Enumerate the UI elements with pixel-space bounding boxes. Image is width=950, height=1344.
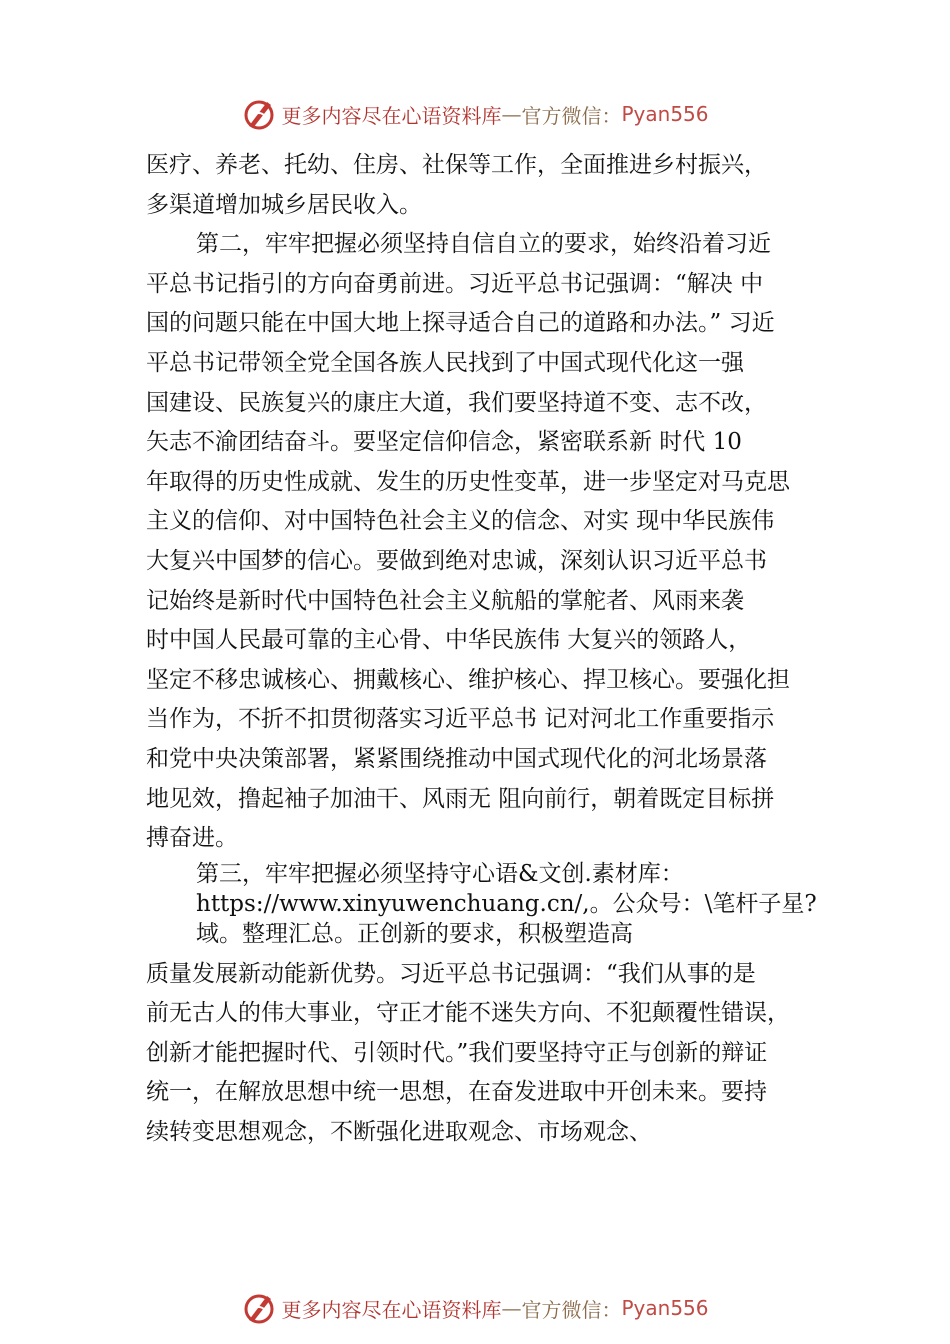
footer-watermark — [0, 1290, 950, 1326]
footer-wechat-label: 官方微信： — [521, 1297, 622, 1322]
text-line: 国的问题只能在中国大地上探寻适合自己的道路和办法。” 习近 — [146, 310, 775, 337]
text-line: 统一，在解放思想中统一思想，在奋发进取中开创未来。要持 — [146, 1079, 767, 1106]
text-line: 多渠道增加城乡居民收入。 — [146, 191, 422, 218]
paragraph-start-line: 第二，牢牢把握必须坚持自信自立的要求，始终沿着习近 — [196, 231, 771, 258]
text-line: 主义的信仰、对中国特色社会主义的信念、对实 现中华民族伟 — [146, 508, 775, 535]
text-line: 医疗、养老、托幼、住房、社保等工作，全面推进乡村振兴， — [146, 152, 767, 178]
text-line: 大复兴中国梦的信心。要做到绝对忠诚，深刻认识习近平总书 — [146, 547, 767, 574]
text-line: 前无古人的伟大事业，守正才能不迷失方向、不犯颠覆性错误， — [146, 1000, 790, 1027]
text-line: 创新才能把握时代、引领时代。”我们要坚持守正与创新的辩证 — [146, 1039, 768, 1066]
url-line: https://www.xinyuwenchuang.cn/,。公众号：\笔杆子星? — [196, 890, 817, 917]
text-line: 国建设、民族复兴的康庄大道，我们要坚持道不变、志不改， — [146, 389, 767, 416]
text-line: 当作为，不折不扣贯彻落实习近平总书 记对河北工作重要指示 — [146, 706, 775, 733]
text-line: 搏奋进。 — [146, 825, 238, 852]
header-watermark — [0, 96, 950, 132]
pen-logo-icon — [241, 96, 277, 132]
text-line: 年取得的历史性成就、发生的历史性变革，进一步坚定对马克思 — [146, 468, 790, 495]
text-line: 域。整理汇总。正创新的要求，积极塑造高 — [196, 920, 633, 947]
header-wechat-id: Pyan556 — [621, 102, 709, 126]
header-dash: — — [501, 102, 522, 126]
footer-wechat-id: Pyan556 — [621, 1296, 709, 1320]
text-line: 矢志不渝团结奋斗。要坚定信仰信念，紧密联系新 时代 10 — [146, 429, 742, 456]
header-main-text: 更多内容尽在心语资料库 — [281, 103, 502, 128]
text-line: 平总书记指引的方向奋勇前进。习近平总书记强调：“解决 中 — [146, 270, 764, 297]
text-line: 和党中央决策部署，紧紧围绕推动中国式现代化的河北场景落 — [146, 745, 767, 772]
text-line: 时中国人民最可靠的主心骨、中华民族伟 大复兴的领路人， — [146, 627, 752, 654]
paragraph-start-line: 第三，牢牢把握必须坚持守心语&文创.素材库： — [196, 860, 684, 887]
text-line: 记始终是新时代中国特色社会主义航船的掌舵者、风雨来袭 — [146, 587, 744, 614]
text-line: 地见效，撸起袖子加油干、风雨无 阻向前行，朝着既定目标拼 — [146, 785, 775, 812]
text-line: 续转变思想观念，不断强化进取观念、市场观念、 — [146, 1119, 652, 1146]
header-wechat-label: 官方微信： — [521, 103, 622, 128]
text-line: 平总书记带领全党全国各族人民找到了中国式现代化这一强 — [146, 349, 744, 376]
footer-main-text: 更多内容尽在心语资料库 — [281, 1297, 502, 1322]
text-line: 质量发展新动能新优势。习近平总书记强调：“我们从事的是 — [146, 960, 756, 987]
footer-dash: — — [501, 1296, 522, 1320]
pen-logo-icon — [241, 1290, 277, 1326]
document-body — [146, 146, 836, 1153]
text-line: 坚定不移忠诚核心、拥戴核心、维护核心、捍卫核心。要强化担 — [146, 666, 790, 693]
